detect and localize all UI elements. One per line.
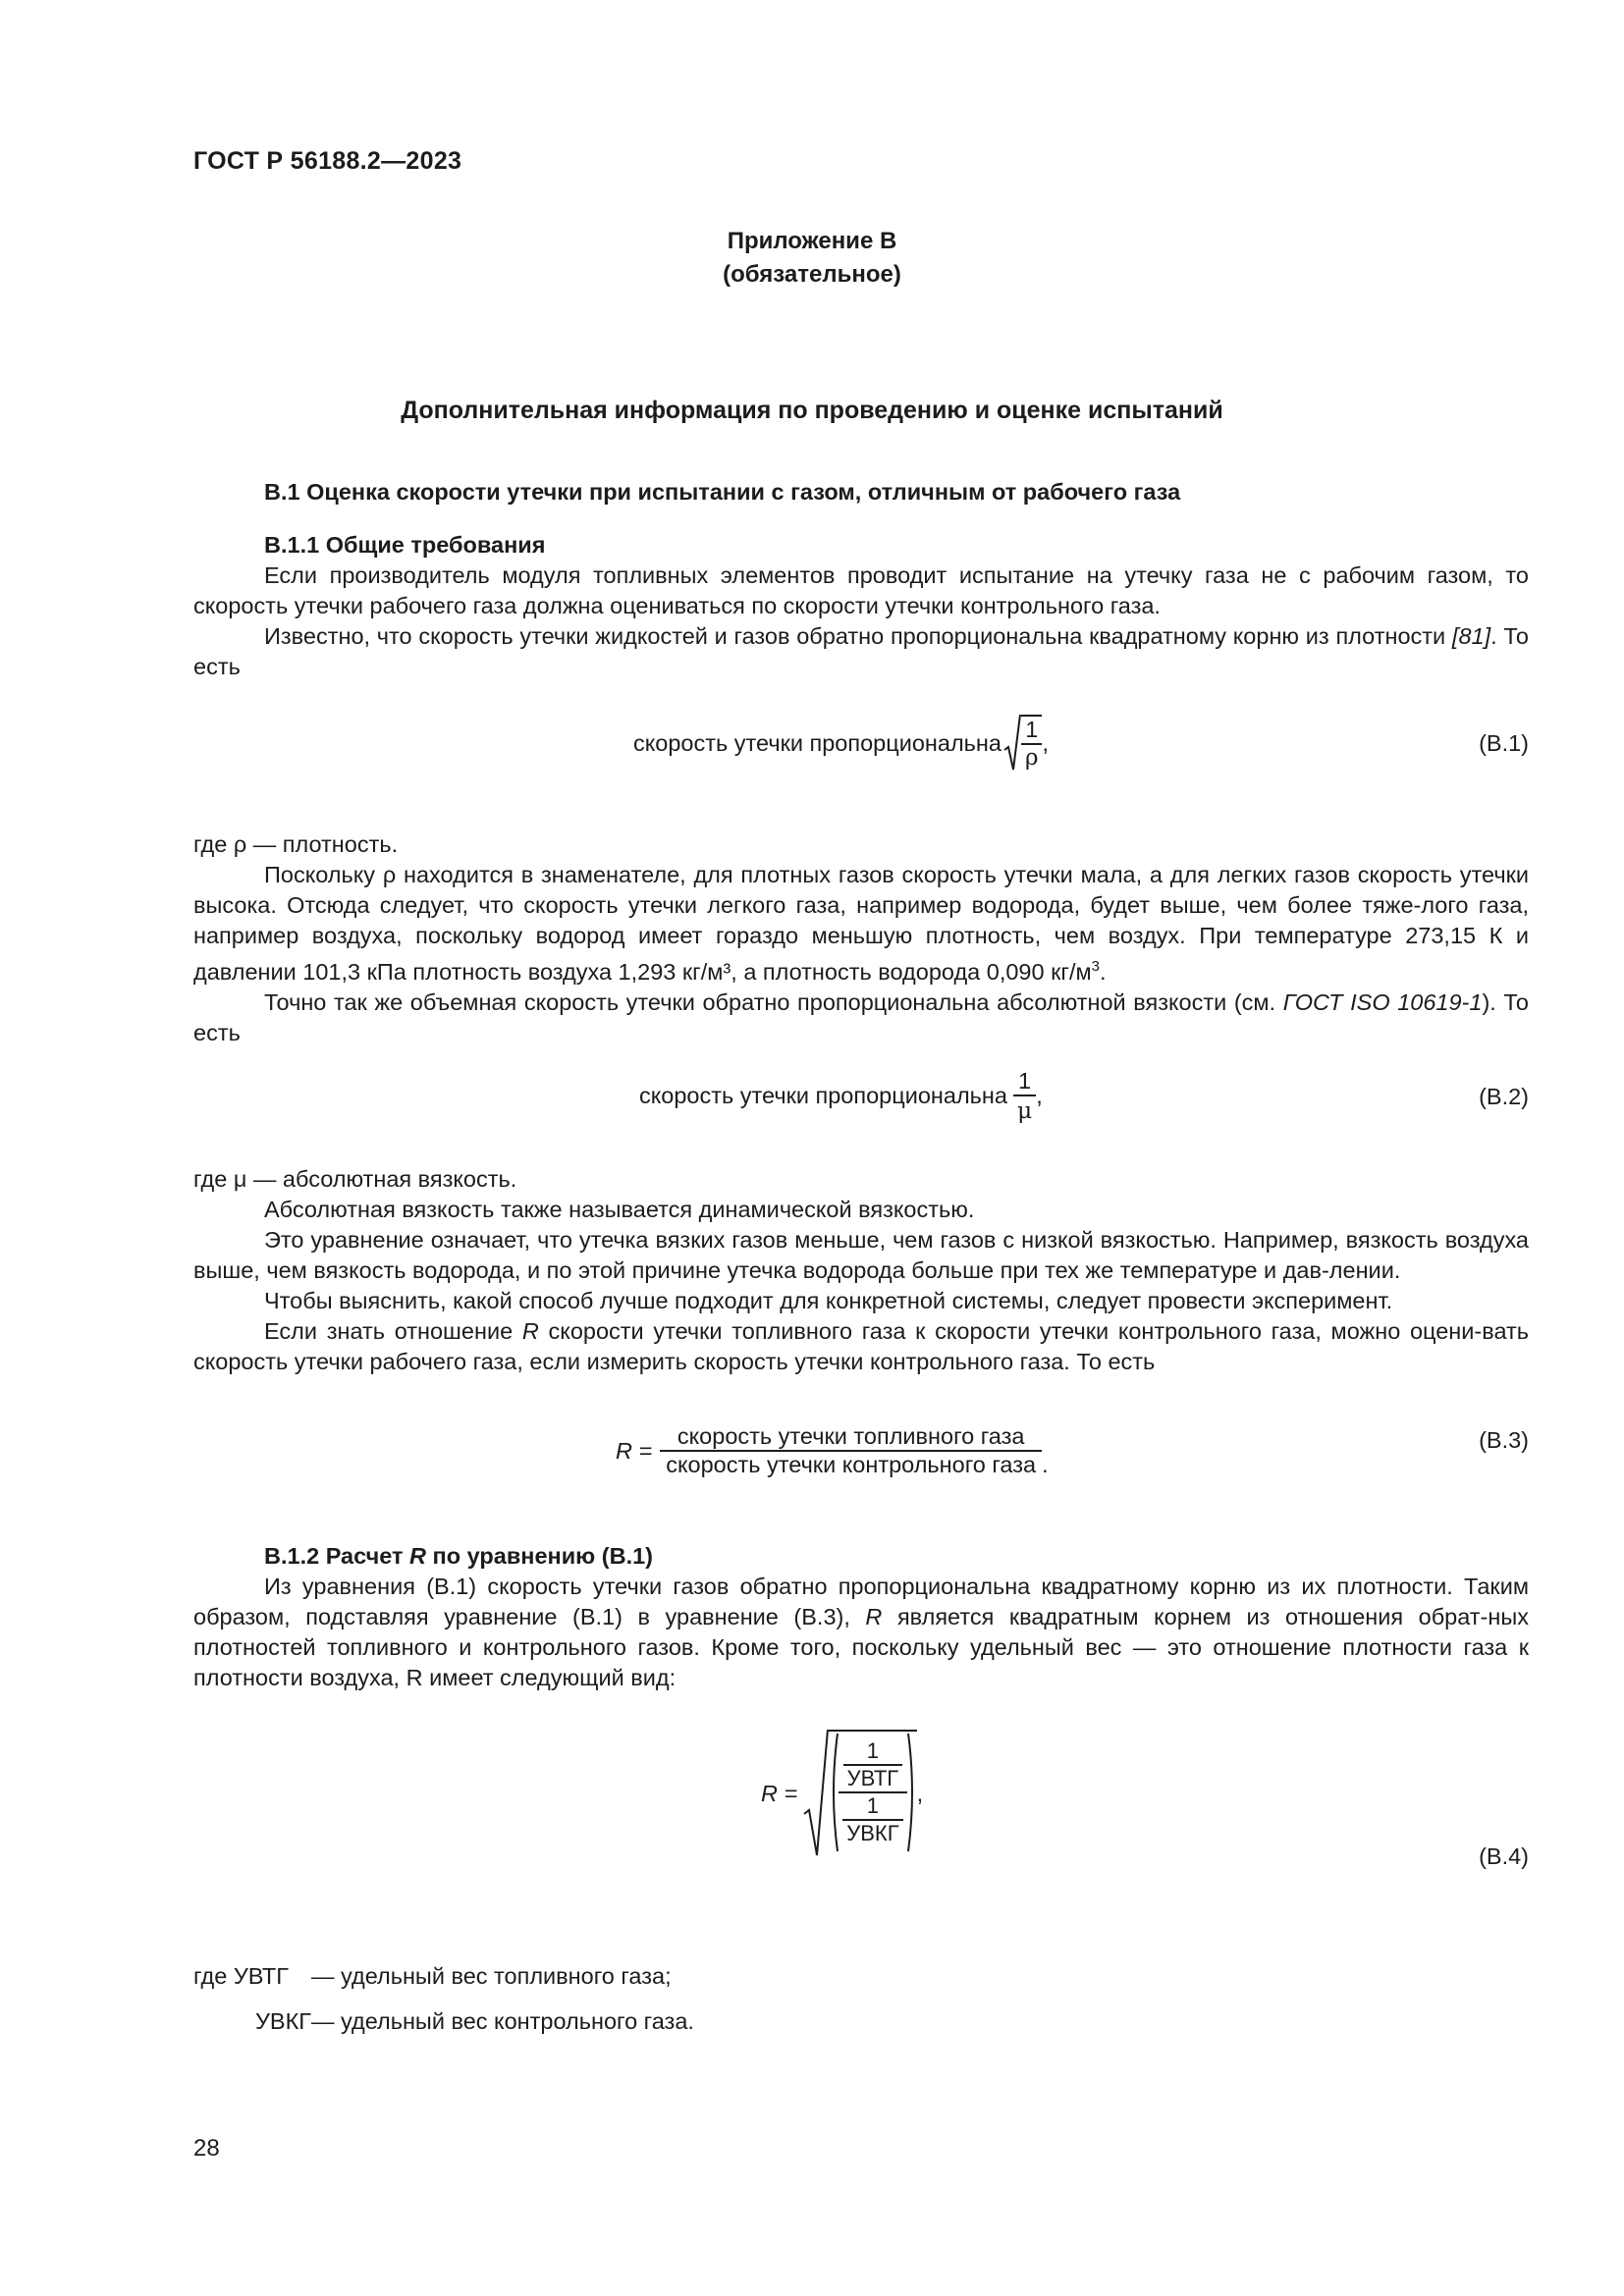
- fraction-denominator: скорость утечки контрольного газа: [660, 1450, 1042, 1478]
- formula-tail: .: [1042, 1452, 1049, 1477]
- formula-b3: [193, 1423, 1529, 1492]
- reference-link: [81]: [1451, 623, 1491, 649]
- section-b12: [193, 1541, 1529, 1693]
- section-b12-heading: В.1.2 Расчет R по уравнению (В.1): [264, 1543, 653, 1569]
- section-b11: [193, 530, 1529, 682]
- document-header: ГОСТ Р 56188.2—2023: [193, 147, 462, 175]
- formula-number: (В.1): [1479, 730, 1529, 756]
- where-item: где УВТГ — удельный вес топливного газа;: [193, 1963, 672, 1989]
- fraction-numerator: скорость утечки топливного газа: [677, 1423, 1025, 1449]
- paren-left: [829, 1732, 839, 1853]
- where-clause: где ρ — плотность.: [193, 831, 399, 857]
- fraction-numerator: 1: [866, 1793, 880, 1818]
- formula-text: скорость утечки пропорциональна: [633, 729, 1001, 756]
- formula-lhs: R =: [616, 1437, 653, 1464]
- section-b11-heading: В.1.1 Общие требования: [264, 532, 546, 558]
- fraction-denominator: УВКГ: [842, 1819, 902, 1846]
- fraction-numerator: 1: [866, 1738, 880, 1763]
- formula-b4: [193, 1728, 1529, 1885]
- section-b11-viscosity: [193, 1164, 1529, 1377]
- annex-section-title: Дополнительная информация по проведению и оценке испытаний: [401, 397, 1223, 424]
- paragraph: Если знать отношение R скорости утечки топливного газа к скорости утечки контрольного газа, можно оцени-вать скорость утечки рабочего газа, если измерить скорость утечки контрольного газа. То есть: [193, 1318, 1530, 1374]
- paren-right: [907, 1732, 917, 1853]
- paragraph: Точно так же объемная скорость утечки обратно пропорциональна абсолютной вязкости (см. ГОСТ ISO 10619-1). То есть: [193, 988, 1529, 1045]
- page-number: 28: [193, 2135, 220, 2162]
- formula-b1: [193, 709, 1529, 777]
- formula-number: (В.4): [1479, 1843, 1529, 1869]
- paragraph: Чтобы выяснить, какой способ лучше подходит для конкретной системы, следует провести эксперимент.: [264, 1288, 1393, 1313]
- formula-tail: ,: [1042, 729, 1050, 756]
- fraction-denominator: μ: [1013, 1095, 1036, 1124]
- annex-status: (обязательное): [723, 261, 901, 288]
- where-list: [193, 1953, 1529, 2044]
- paragraph: Это уравнение означает, что утечка вязких газов меньше, чем газов с низкой вязкостью. Например, вязкость воздуха выше, чем вязкость водорода, и по этой причине утечка водорода больше при тех же температуре и дав-лении.: [193, 1227, 1529, 1283]
- annex-heading: [0, 225, 1624, 292]
- fraction-numerator: 1: [1025, 716, 1039, 742]
- reference-link: ГОСТ ISO 10619-1: [1282, 988, 1483, 1015]
- formula-number: (В.3): [1479, 1427, 1529, 1453]
- fraction-numerator: 1: [1018, 1068, 1032, 1094]
- where-item: УВКГ— удельный вес контрольного газа.: [254, 2008, 694, 2034]
- section-b1-heading: В.1 Оценка скорости утечки при испытании с газом, отличным от рабочего газа: [264, 479, 1181, 505]
- formula-text: скорость утечки пропорциональна: [639, 1083, 1007, 1108]
- fraction-denominator: УВТГ: [843, 1764, 903, 1791]
- section-b1: [193, 477, 1529, 507]
- paragraph: Из уравнения (В.1) скорость утечки газов обратно пропорциональна квадратному корню из их плотности. Таким образом, подставляя уравнение (В.1) в уравнение (В.3), R является квадратным корнем из отношения обрат-ных плотностей топливного и контрольного газов. Кроме того, поскольку удельный вес — это отношение плотности газа к плотности воздуха, R имеет следующий вид:: [193, 1574, 1529, 1690]
- annex-title: Приложение В: [727, 228, 897, 254]
- formula-number: (В.2): [1479, 1084, 1529, 1109]
- formula-b2: [193, 1068, 1529, 1131]
- paragraph: Если производитель модуля топливных элементов проводит испытание на утечку газа не с рабочим газом, то скорость утечки рабочего газа должна оцениваться по скорости утечки контрольного газа.: [193, 562, 1529, 618]
- sqrt-symbol: [1003, 713, 1021, 774]
- formula-tail: ,: [1036, 1083, 1043, 1108]
- sqrt-symbol: [803, 1728, 829, 1859]
- section-b11-continued: [193, 829, 1529, 1048]
- paragraph: Поскольку ρ находится в знаменателе, для плотных газов скорость утечки мала, а для легких газов скорость утечки высока. Отсюда следует, что скорость утечки легкого газа, например водорода, будет выше, чем более тяже-лого газа, например воздуха, поскольку водород имеет гораздо меньшую плотность, чем воздух. При температуре 273,15 К и давлении 101,3 кПа плотность воздуха 1,293 кг/м³, а плотность водорода 0,090 $кг/м^3$.: [193, 862, 1529, 985]
- paragraph: Абсолютная вязкость также называется динамической вязкостью.: [264, 1197, 975, 1222]
- paragraph: Известно, что скорость утечки жидкостей и газов обратно пропорциональна квадратному корню из плотности [81]. То есть: [193, 623, 1529, 679]
- where-clause: где μ — абсолютная вязкость.: [193, 1166, 517, 1192]
- formula-lhs: R =: [761, 1780, 798, 1806]
- fraction-denominator: ρ: [1021, 743, 1043, 771]
- formula-tail: ,: [916, 1780, 924, 1806]
